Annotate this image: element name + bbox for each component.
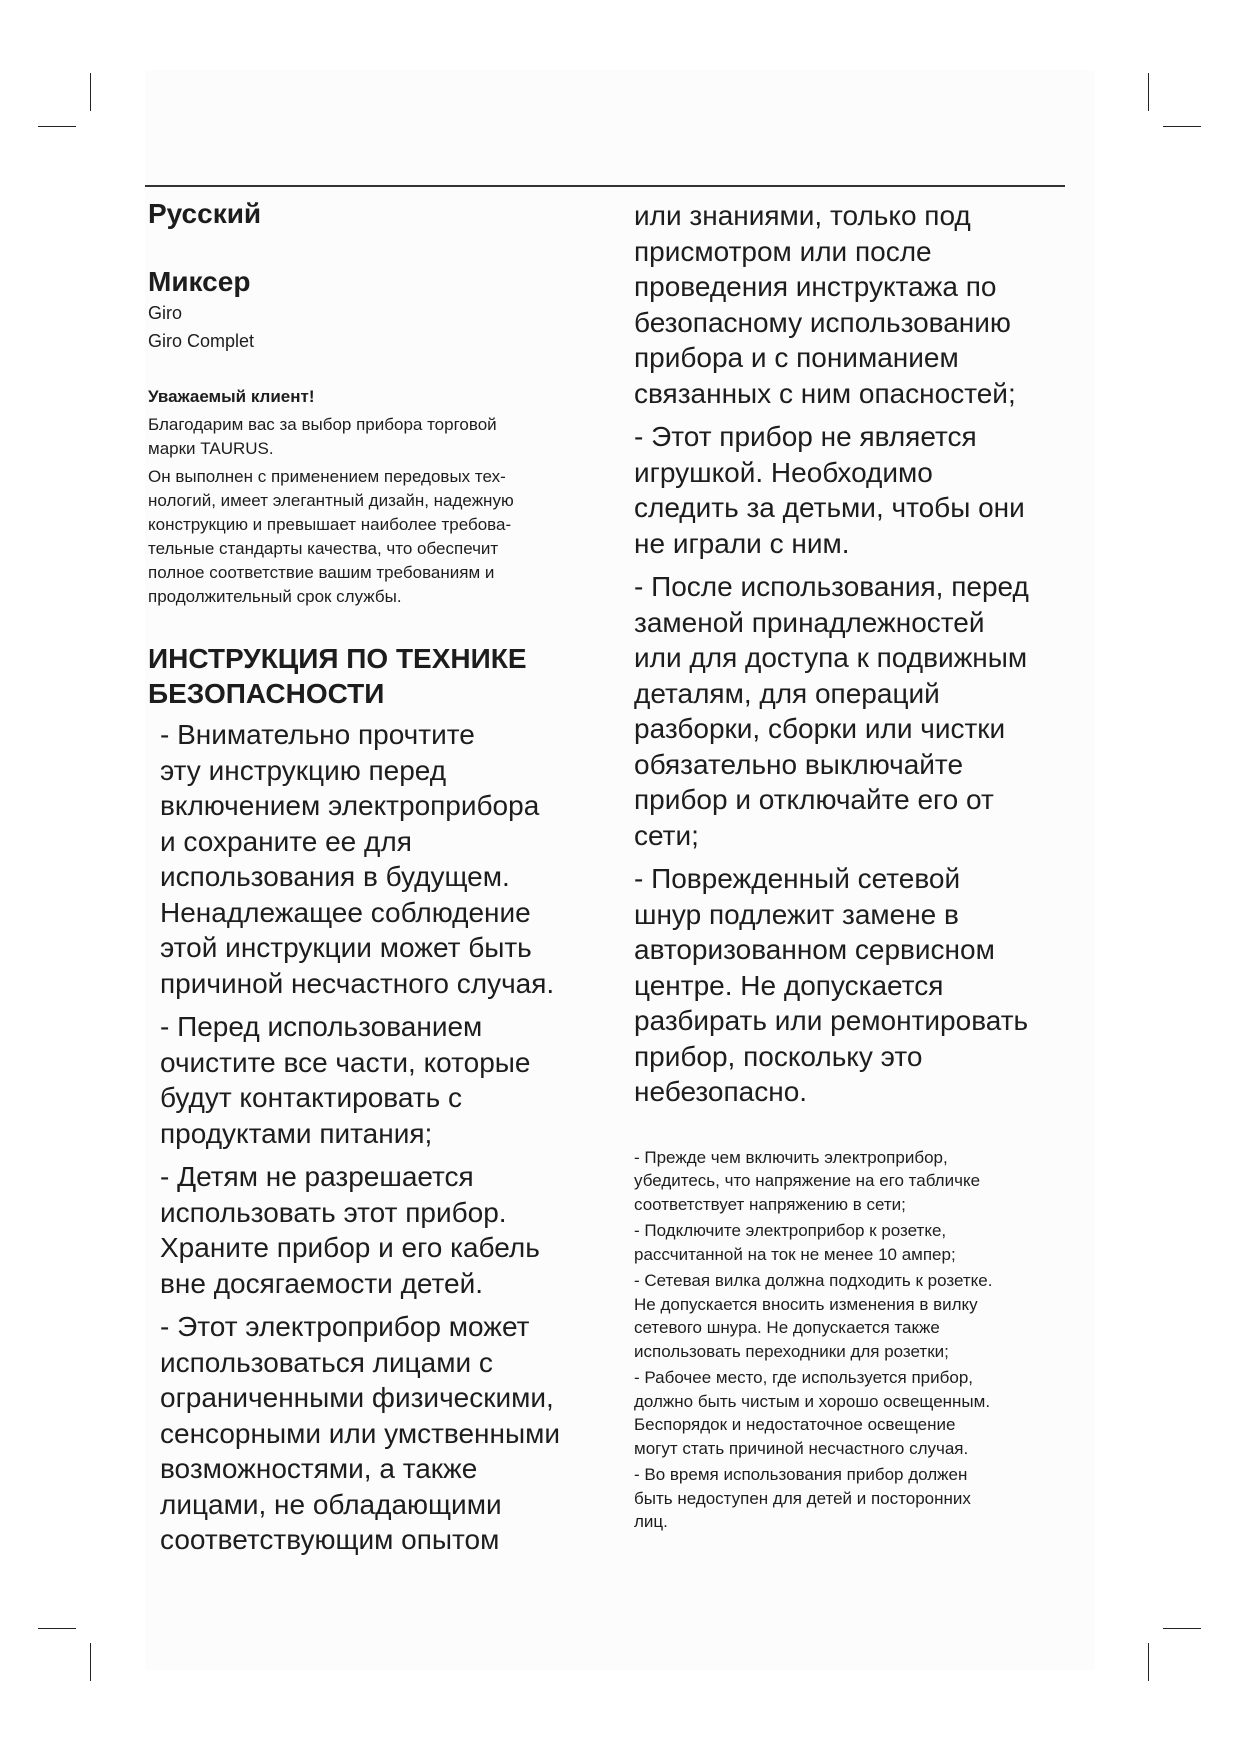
- safety-item: - Детям не разрешается использовать этот прибор. Храните прибор и его кабель вне досягаемости детей.: [160, 1161, 540, 1299]
- crop-mark-bottom-left-v: [90, 1643, 91, 1681]
- safety-item: - После использования, перед заменой принадлежностей или для доступа к подвижным деталям, для операций разборки, сборки или чистки обязательно выключайте прибор и отключайте его от сети;: [634, 571, 1029, 851]
- safety-heading: ИНСТРУКЦИЯ ПО ТЕХНИКЕ БЕЗОПАСНОСТИ: [148, 643, 527, 709]
- model-name: Giro: [148, 303, 183, 323]
- product-title: Миксер: [148, 266, 251, 297]
- left-column: [148, 195, 608, 1566]
- crop-mark-bottom-left-h: [38, 1628, 76, 1629]
- crop-mark-bottom-right-v: [1148, 1643, 1149, 1681]
- safety-item: - Перед использованием очистите все части, которые будут контактировать с продуктами питания;: [160, 1011, 531, 1149]
- safety-note: - Подключите электроприбор к розетке, рассчитанной на ток не менее 10 ампер;: [634, 1221, 956, 1264]
- safety-item: - Внимательно прочтите эту инструкцию перед включением электроприбора и сохраните ее для использования в будущем. Ненадлежащее соблюдение этой инструкции может быть причиной несчастного случая.: [160, 719, 555, 999]
- right-column: [634, 198, 1094, 1537]
- intro-paragraph: Благодарим вас за выбор прибора торговой марки TAURUS.: [148, 415, 497, 458]
- model-name: Giro Complet: [148, 331, 255, 351]
- crop-mark-bottom-right-h: [1163, 1628, 1201, 1629]
- language-heading: Русский: [148, 198, 262, 229]
- safety-note: - Во время использования прибор должен быть недоступен для детей и посторонних лиц.: [634, 1465, 971, 1531]
- safety-item: - Этот прибор не является игрушкой. Необходимо следить за детьми, чтобы они не играли с ним.: [634, 421, 1025, 559]
- crop-mark-top-left-h: [38, 126, 76, 127]
- safety-item: - Поврежденный сетевой шнур подлежит замене в авторизованном сервисном центре. Не допускается разбирать или ремонтировать прибор, поскольку это небезопасно.: [634, 863, 1029, 1107]
- safety-note: - Рабочее место, где используется прибор, должно быть чистым и хорошо освещенным. Беспорядок и недостаточное освещение могут стать причиной несчастного случая.: [634, 1368, 991, 1458]
- safety-item: или знаниями, только под присмотром или после проведения инструктажа по безопасному использованию прибора и с пониманием связанных с ним опасностей;: [634, 200, 1016, 409]
- safety-note: - Сетевая вилка должна подходить к розетке. Не допускается вносить изменения в вилку сетевого шнура. Не допускается также использовать переходники для розетки;: [634, 1271, 993, 1361]
- crop-mark-top-right-h: [1163, 126, 1201, 127]
- safety-note: - Прежде чем включить электроприбор, убедитесь, что напряжение на его табличке соответствует напряжению в сети;: [634, 1147, 981, 1214]
- header-rule: [145, 185, 1065, 187]
- safety-item: - Этот электроприбор может использоваться лицами с ограниченными физическими, сенсорными или умственными возможностями, а также лицами, не обладающими соответствующим опытом: [160, 1311, 560, 1555]
- intro-paragraph: Он выполнен с применением передовых тех- нологий, имеет элегантный дизайн, надежную конструкцию и превышает наиболее требова- тельные стандарты качества, что обеспечит полное соответствие вашим требованиям и продолжительный срок службы.: [148, 467, 514, 606]
- crop-mark-top-left-v: [90, 73, 91, 111]
- crop-mark-top-right-v: [1148, 73, 1149, 111]
- greeting: Уважаемый клиент!: [148, 387, 315, 406]
